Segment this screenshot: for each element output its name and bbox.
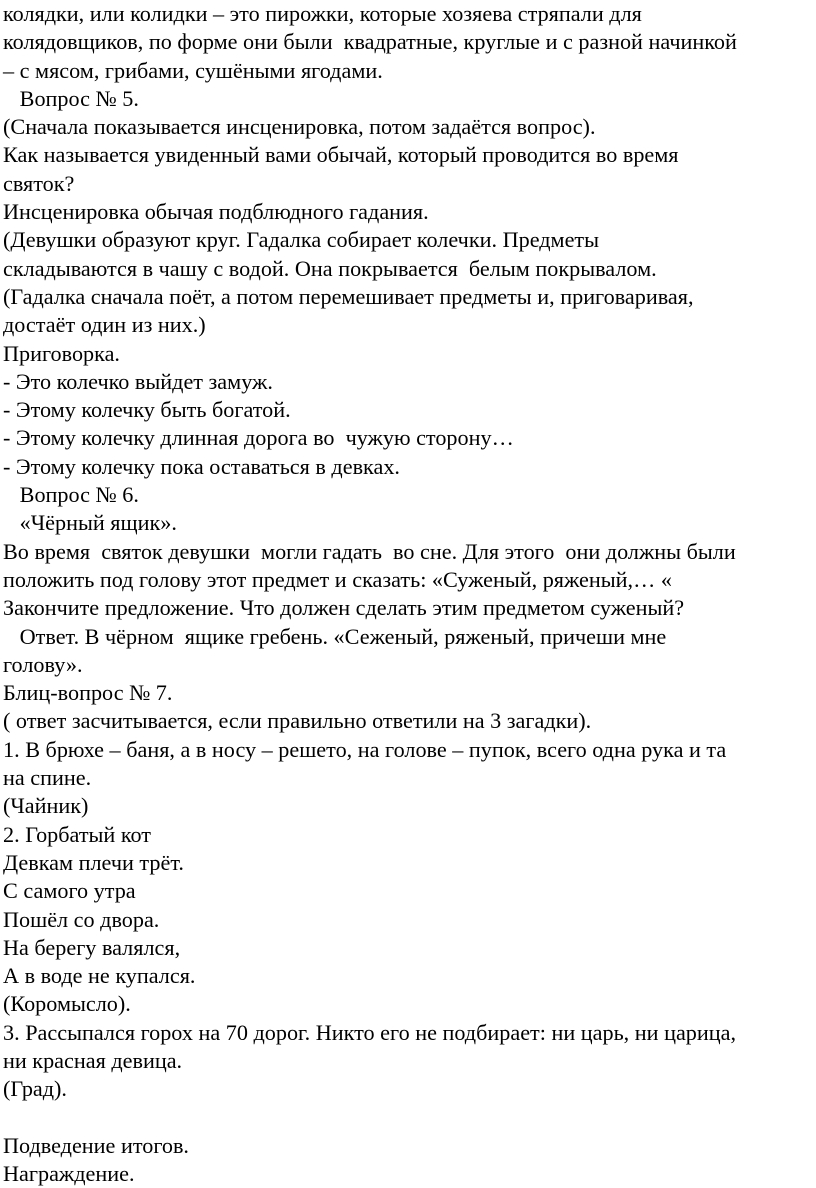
text-line: Ответ. В чёрном ящике гребень. «Сеженый, ряженый, причеши мне [3,623,667,649]
riddle-line: Девкам плечи трёт. [3,849,184,875]
text-line: складываются в чашу с водой. Она покрывается белым покрывалом. [3,255,657,281]
riddle-answer: (Чайник) [3,793,89,819]
riddle-line: 2. Горбатый кот [3,821,151,847]
text-line: Как называется увиденный вами обычай, который проводится во время [3,142,679,168]
riddle-line: 1. В брюхе – баня, а в носу – решето, на голове – пупок, всего одна рука и та [3,736,727,762]
text-line: колядки, или колидки – это пирожки, которые хозяева стряпали для [3,1,642,26]
list-item: - Этому колечку длинная дорога во чужую сторону… [3,425,514,451]
riddle-line: А в воде не купался. [3,963,196,989]
text-line: Приговорка. [3,340,120,366]
blank-line [3,1104,815,1132]
riddle-line: на спине. [3,765,92,791]
riddle-answer: (Коромысло). [3,991,131,1017]
text-line: Подведение итогов. [3,1132,189,1158]
riddle-line: Пошёл со двора. [3,906,160,932]
text-line: Инсценировка обычая подблюдного гадания. [3,199,429,225]
riddle-line: 3. Рассыпался горох на 70 дорог. Никто его не подбирает: ни царь, ни царица, [3,1019,737,1045]
text-line: (Сначала показывается инсценировка, потом задаётся вопрос). [3,114,596,140]
text-line: голову». [3,651,83,677]
riddle-line: ни красная девица. [3,1047,183,1073]
question-heading: Блиц-вопрос № 7. [3,680,173,706]
text-line: колядовщиков, по форме они были квадратные, круглые и с разной начинкой [3,29,737,55]
riddle-line: На берегу валялся, [3,934,181,960]
text-line: «Чёрный ящик». [3,510,177,536]
question-heading: Вопрос № 5. [3,85,139,111]
text-line: (Девушки образуют круг. Гадалка собирает колечки. Предметы [3,227,600,253]
riddle-line: С самого утра [3,878,136,904]
text-line: (Гадалка сначала поёт, а потом перемешивает предметы и, приговаривая, [3,283,694,309]
text-line: ( ответ засчитывается, если правильно ответили на 3 загадки). [3,708,592,734]
document-page [3,0,815,1188]
text-line: – с мясом, грибами, сушёными ягодами. [3,57,383,83]
text-line: положить под голову этот предмет и сказать: «Суженый, ряженый,… « [3,566,672,592]
list-item: - Этому колечку быть богатой. [3,397,291,423]
text-line: Во время святок девушки могли гадать во сне. Для этого они должны были [3,538,736,564]
list-item: - Этому колечку пока оставаться в девках. [3,453,400,479]
text-line: святок? [3,170,75,196]
list-item: - Это колечко выйдет замуж. [3,368,273,394]
text-line: Закончите предложение. Что должен сделать этим предметом суженый? [3,595,685,621]
question-heading: Вопрос № 6. [3,482,139,508]
text-line: достаёт один из них.) [3,312,206,338]
text-line: Награждение. [3,1161,135,1187]
riddle-answer: (Град). [3,1076,67,1102]
